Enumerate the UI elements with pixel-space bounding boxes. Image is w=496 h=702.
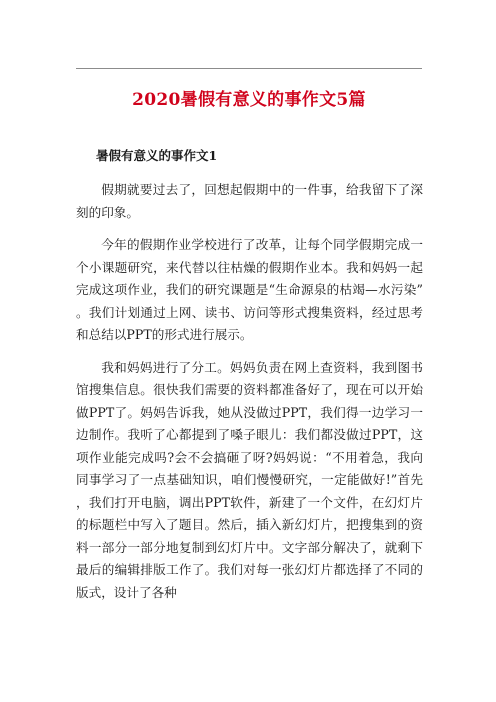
header-rule <box>76 68 422 69</box>
document-title: 2020暑假有意义的事作文5篇 <box>132 90 366 110</box>
paragraph-2: 今年的假期作业学校进行了改革，让每个同学假期完成一个小课题研究，来代替以往枯燥的假期作业本。我和妈妈一起完成这项作业，我们的研究课题是“生命源泉的枯竭—水污染”。我们计划通过上网、读书、访问等形式搜集资料，经过思考和总结以PPT的形式进行展示。 <box>76 237 423 342</box>
paragraph-3: 我和妈妈进行了分工。妈妈负责在网上查资料，我到图书馆搜集信息。很快我们需要的资料都准备好了，现在可以开始做PPT了。妈妈告诉我，她从没做过PPT，我们得一边学习一边制作。我听了心都提到了嗓子眼儿：我们都没做过PPT，这项作业能完成吗?会不会搞砸了呀?妈妈说：“不用着急，我向同事学习了一点基础知识，咱们慢慢研究，一定能做好!”首先，我们打开电脑，调出PPT软件，新建了一个文件，在幻灯片的标题栏中写入了题目。然后，插入新幻灯片，把搜集到的资料一部分一部分地复制到幻灯片中。文字部分解决了，就剩下最后的编辑排版工作了。我们对每一张幻灯片都选择了不同的版式，设计了各种 <box>76 359 423 600</box>
paragraph-1: 假期就要过去了，回想起假期中的一件事，给我留下了深刻的印象。 <box>76 182 423 220</box>
document-body <box>76 145 423 614</box>
section-heading: 暑假有意义的事作文1 <box>96 148 218 163</box>
